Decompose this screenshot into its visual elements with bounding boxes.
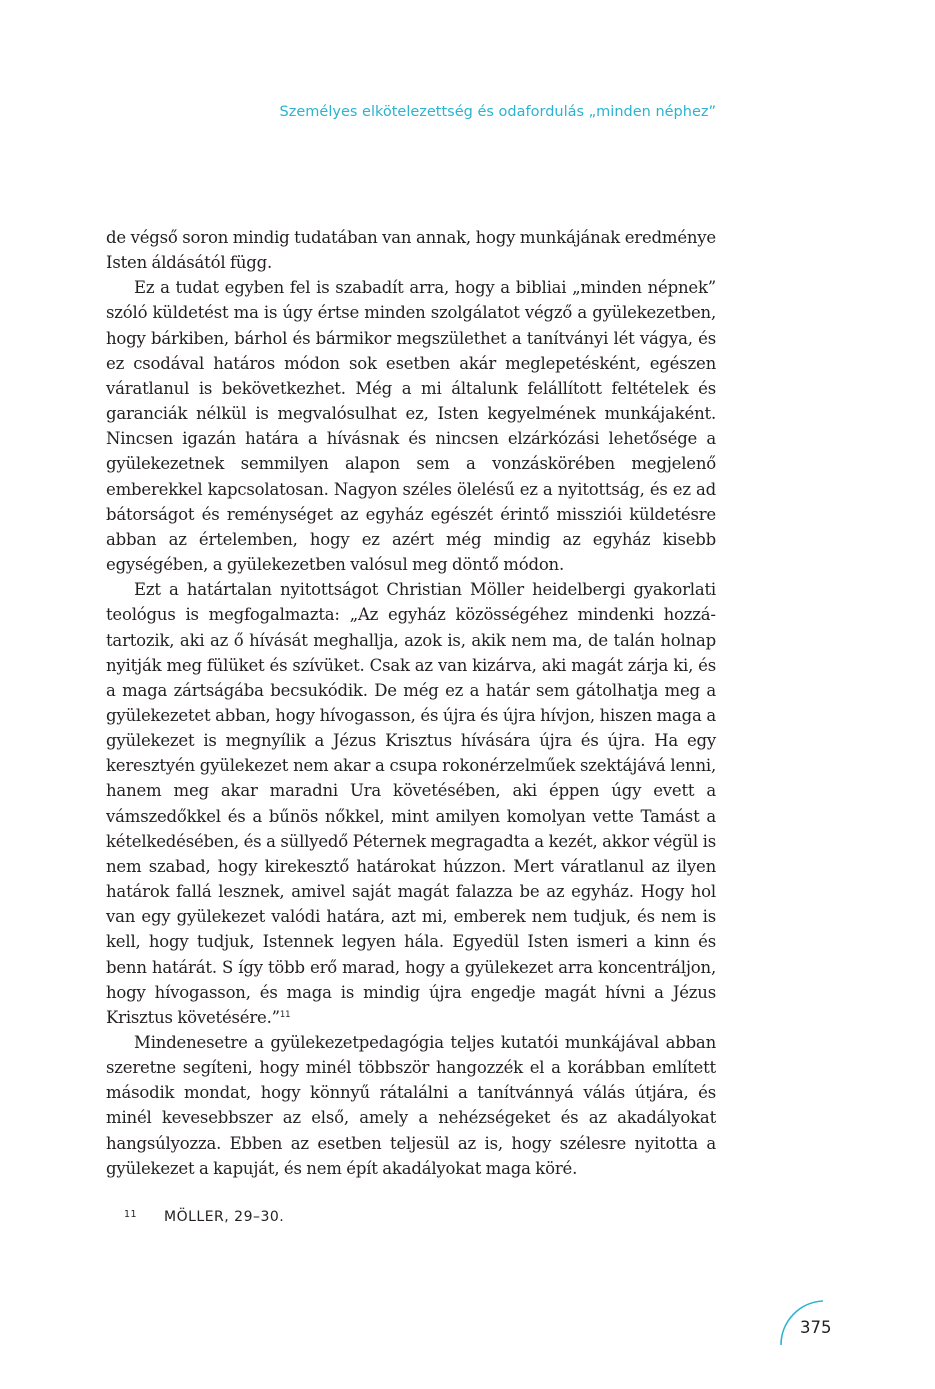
paragraph: Mindenesetre a gyülekezetpedagógia teljes kutatói munkájával abban szeretne segíteni, hogy minél többször hangozzék el a korábban említett második mondat, hogy könnyű rátalálni a tanítvánnyá válás útjára, és minél kevesebbszer az első, amely a nehézségeket és az akadályokat hangsúlyozza. Ebben az esetben teljesül az is, hogy szélesre nyitotta a gyülekezet a kapuját, és nem épít akadályokat maga köré.: [106, 1033, 716, 1178]
footnote: [124, 1209, 284, 1225]
page-number: 375: [800, 1318, 832, 1337]
footnote-number: 11: [124, 1209, 138, 1220]
paragraph: Ez a tudat egyben fel is szabadít arra, hogy a bibliai „minden népnek” szóló küldetést ma is úgy értse minden szolgálatot végző a gyülekezetben, hogy bárkiben, bárhol és bármikor megszülethet a tanítványi lét vágya, és ez csodával határos módon sok esetben akár meglepetésként, egészen váratlanul is bekövetkezhet. Még a mi általunk felállított feltételek és garanciák nélkül is megvalósulhat ez, Isten kegyelmének munkájaként. Nincsen igazán határa a hívásnak és nincsen elzárkózási lehetősége a gyülekezetnek semmilyen alapon sem a vonzáskörében megjelenő emberekkel kapcsolatosan. Nagyon széles ölelésű ez a nyitottság, és ez ad bátorságot és reménységet az egyház egészét érintő missziói küldetésre abban az értelemben, hogy ez azért még mindig az egyház kisebb egységében, a gyülekezetben valósul meg döntő módon.: [106, 278, 716, 575]
footnote-reference[interactable]: 11: [279, 1009, 291, 1020]
body-text: [106, 225, 716, 1181]
running-header: Személyes elkötelezettség és odafordulás „minden néphez”: [279, 104, 716, 120]
footnote-text: MÖLLER, 29–30.: [164, 1209, 285, 1225]
paragraph: de végső soron mindig tudatában van annak, hogy munkájának eredménye Isten áldásától függ.: [106, 228, 716, 273]
paragraph: [106, 577, 716, 1030]
quote-text: Ezt a határtalan nyitottságot Christian Möller heidelbergi gyakorlati teológus is megfogalmazta: „Az egyház közösségéhez mindenki hozzátartozik, aki az ő hívását meghallja, azok is, akik nem ma, de talán holnap nyitják meg fülüket és szívüket. Csak az van kizárva, aki magát zárja ki, és a maga zártságába becsukódik. De még ez a határ sem gátolhatja meg a gyülekezetet abban, hogy hívogasson, és újra és újra hívjon, hiszen maga a gyülekezet is megnyílik a Jézus Krisztus hívására újra és újra. Ha egy keresztyén gyülekezet nem akar a csupa rokonérzelműek szektájává lenni, hanem meg akar maradni Ura követésében, aki éppen úgy evett a vámszedőkkel és a bűnös nőkkel, mint amilyen komolyan vette Tamást a kételkedésében, és a süllyedő Péternek megragadta a kezét, akkor végül is nem szabad, hogy kirekesztő határokat húzzon. Mert váratlanul az ilyen határok fallá lesznek, amivel saját magát falazza be az egyház. Hogy hol van egy gyülekezet valódi határa, azt mi, emberek nem tudjuk, és nem is kell, hogy tudjuk, Istennek legyen hála. Egyedül Isten ismeri a kinn és benn határát. S így több erő marad, hogy a gyülekezet arra koncentráljon, hogy hívogasson, és maga is mindig újra engedje magát hívni a Jézus Krisztus követésére.”: [106, 580, 716, 1027]
